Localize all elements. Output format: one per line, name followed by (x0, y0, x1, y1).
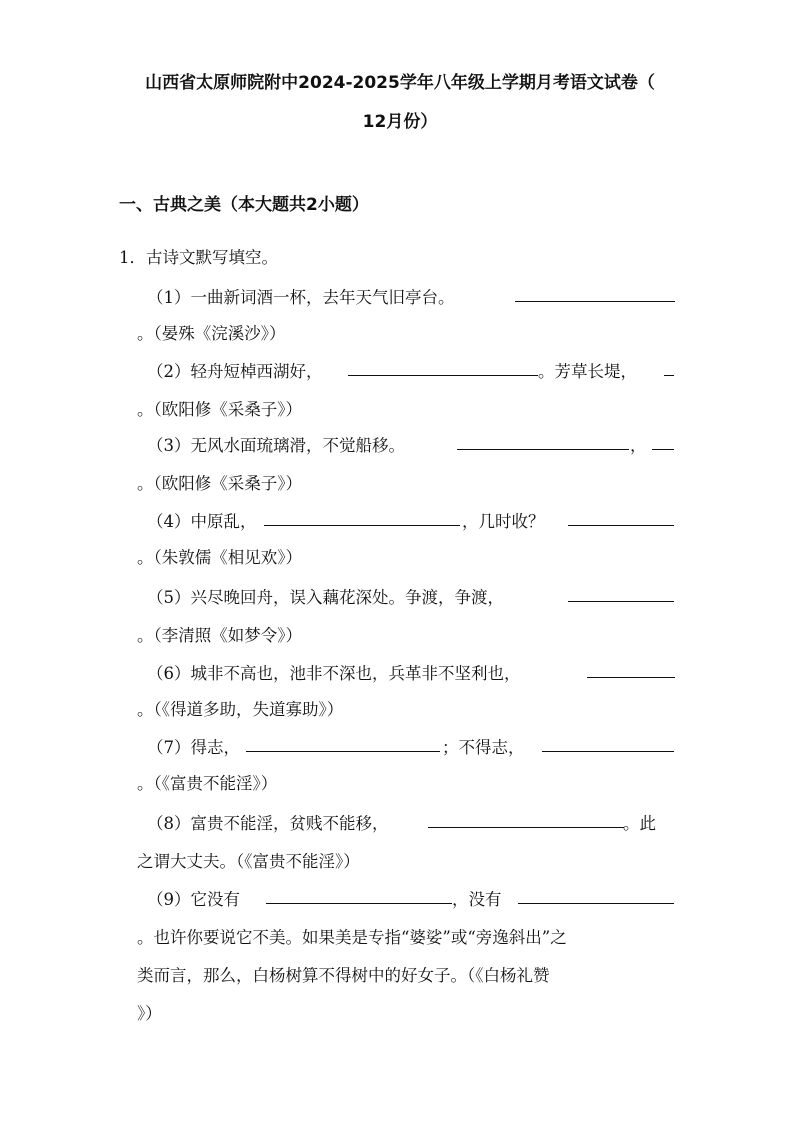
item-number: （1） (147, 288, 191, 307)
answer-blank[interactable] (518, 887, 674, 904)
item-9-continuation: 。也许你要说它不美。如果美是专指“婆娑”或“旁逸斜出”之 (137, 928, 567, 947)
item-9-text-b: ，没有 (452, 890, 502, 909)
answer-blank[interactable] (515, 285, 675, 302)
item-7-source: 。（《富贵不能淫》） (137, 774, 278, 793)
item-text: 富贵不能淫，贫贱不能移， (190, 814, 389, 833)
item-3-text-b: ， (630, 436, 647, 455)
answer-blank[interactable] (457, 433, 629, 450)
item-number: （5） (147, 588, 191, 607)
item-5-source: 。（李清照《如梦令》） (137, 626, 302, 645)
item-text: 无风水面琉璃滑，不觉船移。 (190, 436, 405, 455)
exam-title-line2: 12月份） (362, 112, 438, 132)
item-9-continuation: 类而言，那么，白杨树算不得树中的好女子。（《白杨礼赞 (137, 966, 550, 985)
item-text: 中原乱， (190, 512, 257, 531)
item-8-line (147, 810, 389, 834)
item-4-source: 。（朱敦儒《相见欢》） (137, 548, 302, 567)
item-9-line (147, 886, 240, 910)
answer-blank[interactable] (568, 509, 674, 526)
item-text: 它没有 (190, 890, 240, 909)
item-number: （9） (147, 890, 191, 909)
item-text: 城非不高也，池非不深也，兵革非不坚利也， (190, 664, 521, 683)
answer-blank[interactable] (264, 509, 460, 526)
item-number: （6） (147, 664, 191, 683)
answer-blank[interactable] (652, 433, 674, 450)
item-6-line (147, 660, 521, 684)
item-4-line (147, 508, 257, 532)
item-text: 轻舟短棹西湖好， (190, 362, 323, 381)
item-3-line (147, 432, 405, 456)
item-number: （2） (147, 362, 191, 381)
answer-blank[interactable] (348, 359, 538, 376)
answer-blank[interactable] (568, 585, 674, 602)
item-8-text-b: 。此 (623, 814, 656, 833)
item-7-text-b: ；不得志， (442, 738, 525, 757)
item-number: （7） (147, 738, 191, 757)
answer-blank[interactable] (428, 811, 624, 828)
exam-title-line1: 山西省太原师院附中2024-2025学年八年级上学期月考语文试卷（ (145, 73, 655, 93)
item-2-text-b: 。芳草长堤， (538, 362, 637, 381)
item-1-line (147, 284, 455, 308)
answer-blank[interactable] (266, 887, 452, 904)
item-3-source: 。（欧阳修《采桑子》） (137, 474, 302, 493)
answer-blank[interactable] (587, 661, 675, 678)
item-text: 一曲新词酒一杯，去年天气旧亭台。 (190, 288, 455, 307)
item-7-line (147, 734, 240, 758)
item-4-text-b: ，几时收？ (462, 512, 545, 531)
answer-blank[interactable] (664, 359, 674, 376)
item-number: （3） (147, 436, 191, 455)
answer-blank[interactable] (542, 735, 674, 752)
item-8-source: 之谓大丈夫。（《富贵不能淫》） (137, 852, 360, 871)
item-2-line (147, 358, 323, 382)
item-number: （8） (147, 814, 191, 833)
item-text: 得志， (190, 738, 240, 757)
answer-blank[interactable] (246, 735, 440, 752)
item-number: （4） (147, 512, 191, 531)
item-5-line (147, 584, 504, 608)
item-6-source: 。（《得道多助，失道寡助》） (137, 700, 344, 719)
item-text: 兴尽晚回舟，误入藕花深处。争渡，争渡， (190, 588, 504, 607)
section-heading: 一、古典之美（本大题共2小题） (119, 195, 369, 215)
item-9-source-end: 》） (137, 1004, 162, 1023)
item-2-source: 。（欧阳修《采桑子》） (137, 400, 302, 419)
question-stem: 1．古诗文默写填空。 (119, 248, 278, 267)
item-1-source: 。（晏殊《浣溪沙》） (137, 324, 286, 343)
